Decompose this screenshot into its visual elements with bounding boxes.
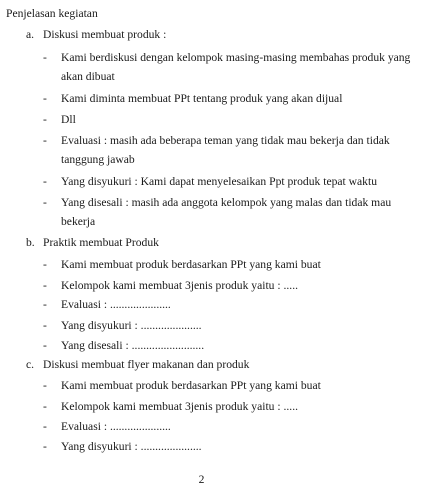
document-heading: Penjelasan kegiatan	[6, 7, 98, 20]
bullet-dash: -	[43, 92, 47, 105]
list-item: Kami membuat produk berdasarkan PPt yang kami buat	[61, 379, 321, 392]
bullet-dash: -	[43, 196, 47, 209]
list-item-continuation: bekerja	[61, 215, 96, 228]
bullet-dash: -	[43, 400, 47, 413]
bullet-dash: -	[43, 134, 47, 147]
bullet-dash: -	[43, 420, 47, 433]
section-b-marker: b.	[26, 236, 35, 249]
bullet-dash: -	[43, 298, 47, 311]
bullet-dash: -	[43, 51, 47, 64]
list-item: Evaluasi : masih ada beberapa teman yang tidak mau bekerja dan tidak	[61, 134, 390, 147]
list-item: Evaluasi : .....................	[61, 420, 171, 433]
bullet-dash: -	[43, 440, 47, 453]
list-item: Kami diminta membuat PPt tentang produk yang akan dijual	[61, 92, 343, 105]
list-item-continuation: akan dibuat	[61, 70, 115, 83]
list-item: Dll	[61, 113, 76, 126]
bullet-dash: -	[43, 319, 47, 332]
bullet-dash: -	[43, 279, 47, 292]
list-item: Kami berdiskusi dengan kelompok masing-masing membahas produk yang	[61, 51, 411, 64]
bullet-dash: -	[43, 339, 47, 352]
bullet-dash: -	[43, 113, 47, 126]
section-c-title: Diskusi membuat flyer makanan dan produk	[43, 358, 250, 371]
bullet-dash: -	[43, 379, 47, 392]
section-a-title: Diskusi membuat produk :	[43, 28, 167, 41]
list-item: Kelompok kami membuat 3jenis produk yaitu : .....	[61, 400, 298, 413]
section-a-marker: a.	[26, 28, 35, 41]
bullet-dash: -	[43, 175, 47, 188]
list-item: Yang disyukuri : Kami dapat menyelesaikan Ppt produk tepat waktu	[61, 175, 377, 188]
list-item: Yang disesali : .........................	[61, 339, 205, 352]
list-item: Kami membuat produk berdasarkan PPt yang kami buat	[61, 258, 321, 271]
list-item: Yang disyukuri : .....................	[61, 440, 202, 453]
list-item-continuation: tanggung jawab	[61, 153, 135, 166]
section-c-marker: c.	[26, 358, 35, 371]
page-number: 2	[198, 473, 205, 486]
section-b-title: Praktik membuat Produk	[43, 236, 159, 249]
list-item: Kelompok kami membuat 3jenis produk yaitu : .....	[61, 279, 298, 292]
bullet-dash: -	[43, 258, 47, 271]
list-item: Yang disesali : masih ada anggota kelompok yang malas dan tidak mau	[61, 196, 392, 209]
list-item: Evaluasi : .....................	[61, 298, 171, 311]
list-item: Yang disyukuri : .....................	[61, 319, 202, 332]
